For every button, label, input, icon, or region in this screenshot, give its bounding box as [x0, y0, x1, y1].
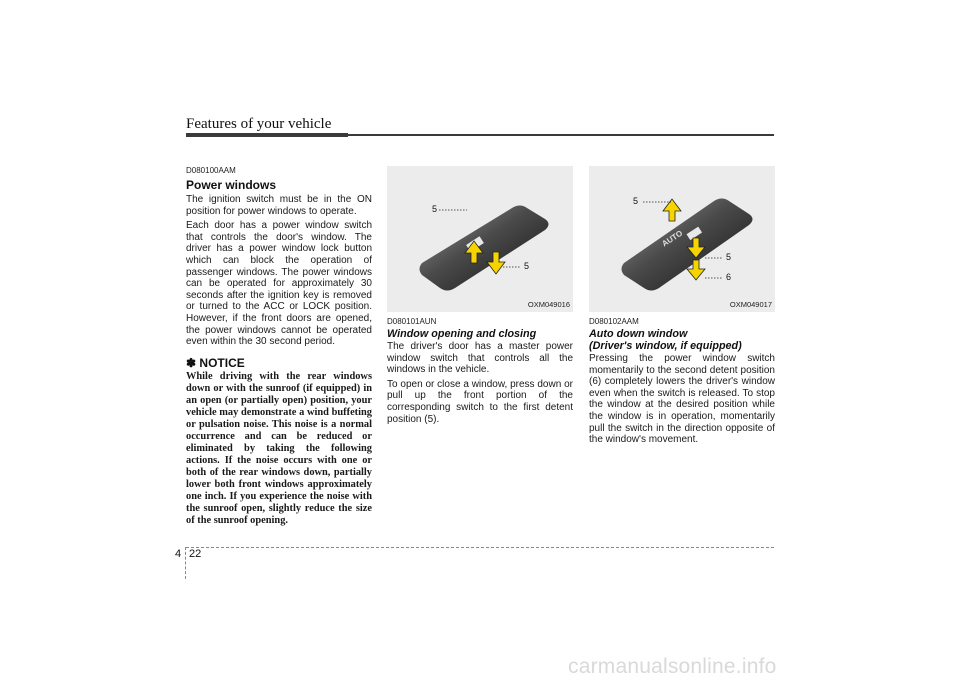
section-body	[387, 341, 573, 425]
section-code: D080102AAM	[589, 317, 639, 326]
notice-heading	[186, 356, 372, 370]
page-number: 22	[189, 548, 202, 560]
paragraph: Pressing the power window switch momentarily to the second detent position (6) completely lowers the driver's window even when the switch is released. To stop the window at the desired position while the window is in operation, momentarily pull the switch in the direction opposite of the window's movement.	[589, 353, 775, 446]
switch-label: AUTO	[660, 228, 685, 249]
auto-switch-illustration	[589, 166, 775, 312]
section-body	[186, 194, 372, 348]
paragraph: The ignition switch must be in the ON position for power windows to operate.	[186, 194, 372, 217]
column-power-windows	[186, 166, 372, 527]
figure-id: OXM049017	[729, 300, 772, 309]
callout-label: 6	[726, 272, 732, 282]
section-subtitle: (Driver's window, if equipped)	[589, 340, 742, 352]
figure-id: OXM049016	[527, 300, 570, 309]
switch-body	[420, 206, 549, 291]
notice-text: While driving with the rear windows down or with the sunroof (if equipped) in an open (or partially open) position, your vehicle may demonstrate a wind buffeting or pulsation noise. This noise is a normal occurrence and can be reduced or eliminated by taking the following actions. If the noise occurs with one or both of the rear windows down, partially lower both front windows approximately one inch. If you experience the noise with the sunroof open, slightly reduce the size of the sunroof opening.	[186, 370, 372, 526]
paragraph: To open or close a window, press down or pull up the front portion of the corresponding switch to the first detent position (5).	[387, 378, 573, 425]
callout-label: 5	[524, 261, 530, 271]
column-window-opening	[387, 317, 573, 428]
callout-label: 5	[432, 204, 438, 214]
watermark: carmanualsonline.info	[568, 655, 777, 678]
arrow-up-icon	[663, 199, 681, 221]
figure-auto-switch	[589, 166, 775, 312]
callout-label: 5	[726, 252, 732, 262]
paragraph: Each door has a power window switch that controls the door's window. The driver has a power window lock button which can block the operation of passenger windows. The power windows can be operated for approximately 30 seconds after the ignition key is removed or turned to the ACC or LOCK position. However, if the front doors are opened, the power windows cannot be operated even within the 30 second period.	[186, 220, 372, 348]
header-rule-thin	[348, 134, 774, 136]
header-rule-thick	[186, 133, 348, 137]
window-switch-illustration	[387, 166, 573, 312]
section-title: Power windows	[186, 178, 277, 192]
section-body	[589, 353, 775, 446]
footer-divider	[185, 547, 186, 579]
page-header-title: Features of your vehicle	[186, 116, 332, 132]
section-title: Auto down window	[589, 328, 688, 340]
section-title: Window opening and closing	[387, 328, 537, 340]
figure-window-switch	[387, 166, 573, 312]
page-chapter: 4	[175, 548, 182, 560]
footer-rule	[186, 547, 774, 548]
notice-title: NOTICE	[199, 355, 245, 370]
callout-label: 5	[633, 196, 639, 206]
section-code: D080100AAM	[186, 166, 236, 175]
switch-body	[622, 199, 753, 291]
paragraph: The driver's door has a master power window switch that controls all the windows in the vehicle.	[387, 341, 573, 376]
notice-star-icon: ✽	[186, 355, 197, 370]
section-code: D080101AUN	[387, 317, 437, 326]
column-auto-down	[589, 317, 775, 449]
